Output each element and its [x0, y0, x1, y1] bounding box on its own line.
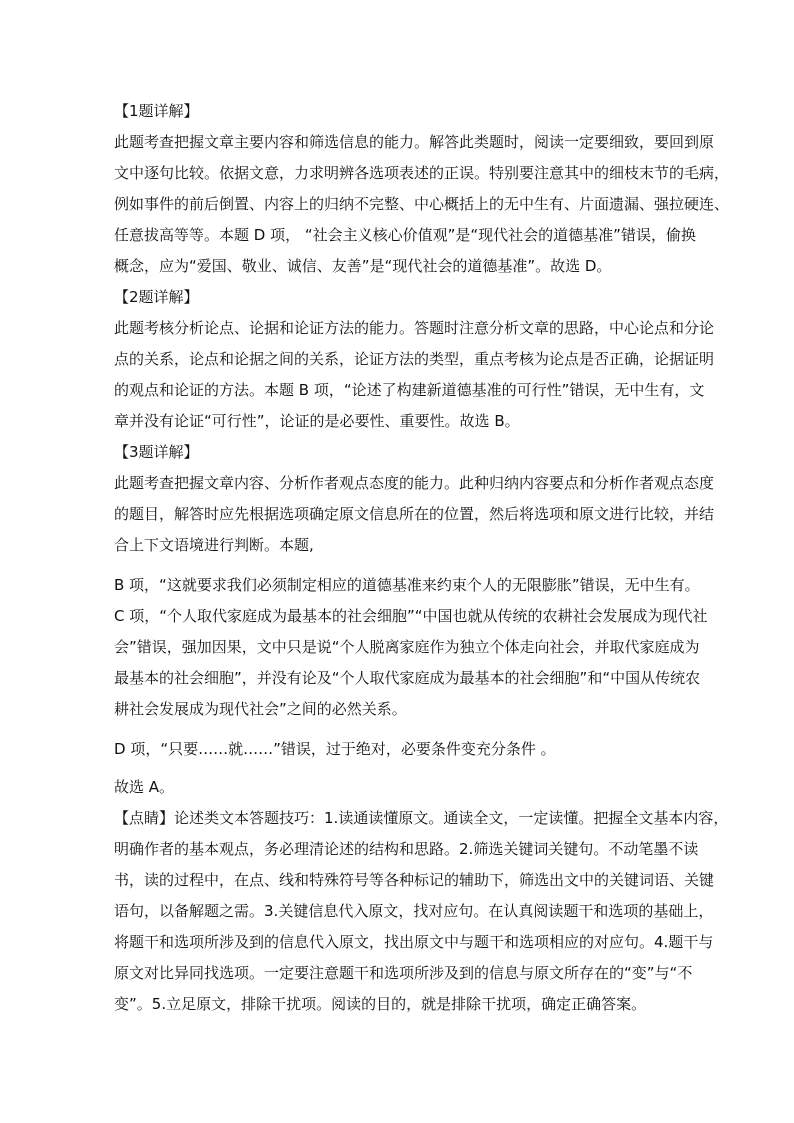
tips-line-3: 书，读的过程中，在点、线和特殊符号等各种标记的辅助下，筛选出文中的关键词语、关键 — [114, 871, 715, 889]
q2-heading: 【2题详解】 — [114, 288, 199, 306]
q1-line-1: 此题考查把握文章主要内容和筛选信息的能力。解答此类题时，阅读一定要细致，要回到原 — [114, 133, 715, 151]
tips-line-4: 语句，以备解题之需。3.关键信息代入原文，找对应句。在认真阅读题干和选项的基础上， — [114, 902, 714, 920]
q3-line-5: C 项，“个人取代家庭成为最基本的社会细胞”“中国也就从传统的农耕社会发展成为现代社 — [114, 607, 708, 625]
q1-line-2: 文中逐句比较。依据文意，力求明辨各选项表述的正误。特别要注意其中的细枝末节的毛病， — [114, 164, 730, 182]
q3-conclusion: 故选 A。 — [114, 778, 175, 796]
q3-line-2: 的题目，解答时应先根据选项确定原文信息所在的位置，然后将选项和原文进行比较，并结 — [114, 505, 715, 523]
q3-line-8: 耕社会发展成为现代社会”之间的必然关系。 — [114, 700, 407, 718]
tips-line-5: 将题干和选项所涉及到的信息代入原文，找出原文中与题干和选项相应的对应句。4.题干与 — [114, 933, 714, 951]
q2-line-1: 此题考核分析论点、论据和论证方法的能力。答题时注意分析文章的思路，中心论点和分论 — [114, 319, 715, 337]
tips-line-7: 变”。5.立足原文，排除干扰项。阅读的目的，就是排除干扰项，确定正确答案。 — [114, 995, 647, 1013]
q3-line-6: 会”错误，强加因果，文中只是说“个人脱离家庭作为独立个体走向社会，并取代家庭成为 — [114, 638, 700, 656]
q3-heading: 【3题详解】 — [114, 443, 199, 461]
q2-line-4: 章并没有论证“可行性”，论证的是必要性、重要性。故选 B。 — [114, 412, 520, 430]
q3-line-7: 最基本的社会细胞”，并没有论及“个人取代家庭成为最基本的社会细胞”和“中国从传统农 — [114, 669, 701, 687]
q3-line-9: D 项，“只要……就……”错误，过于绝对，必要条件变充分条件 。 — [114, 740, 556, 758]
document-page — [114, 101, 730, 1025]
q3-line-3: 合上下文语境进行判断。本题, — [114, 536, 314, 554]
q3-line-4: B 项，“这就要求我们必须制定相应的道德基准来约束个人的无限膨胀”错误，无中生有。 — [114, 576, 700, 594]
tips-line-6: 原文对比异同找选项。一定要注意题干和选项所涉及到的信息与原文所存在的“变”与“不 — [114, 964, 693, 982]
q1-line-4: 任意拔高等等。本题 D 项， “社会主义核心价值观”是“现代社会的道德基准”错误，偷换 — [114, 226, 696, 244]
q1-heading: 【1题详解】 — [114, 102, 199, 120]
tips-line-1: 【点睛】论述类文本答题技巧：1.读通读懂原文。通读全文，一定读懂。把握全文基本内容， — [114, 809, 729, 827]
q3-line-1: 此题考查把握文章内容、分析作者观点态度的能力。此种归纳内容要点和分析作者观点态度 — [114, 474, 715, 492]
q1-line-3: 例如事件的前后倒置、内容上的归纳不完整、中心概括上的无中生有、片面遗漏、强拉硬连、 — [114, 195, 730, 213]
q2-line-3: 的观点和论证的方法。本题 B 项，“论述了构建新道德基准的可行性”错误，无中生有，文 — [114, 381, 705, 399]
tips-line-2: 明确作者的基本观点，务必理清论述的结构和思路。2.筛选关键词关键句。不动笔墨不读 — [114, 840, 699, 858]
q1-line-5: 概念，应为“爱国、敬业、诚信、友善”是“现代社会的道德基准”。故选 D。 — [114, 257, 612, 275]
q2-line-2: 点的关系，论点和论据之间的关系，论证方法的类型，重点考核为论点是否正确，论据证明 — [114, 350, 715, 368]
